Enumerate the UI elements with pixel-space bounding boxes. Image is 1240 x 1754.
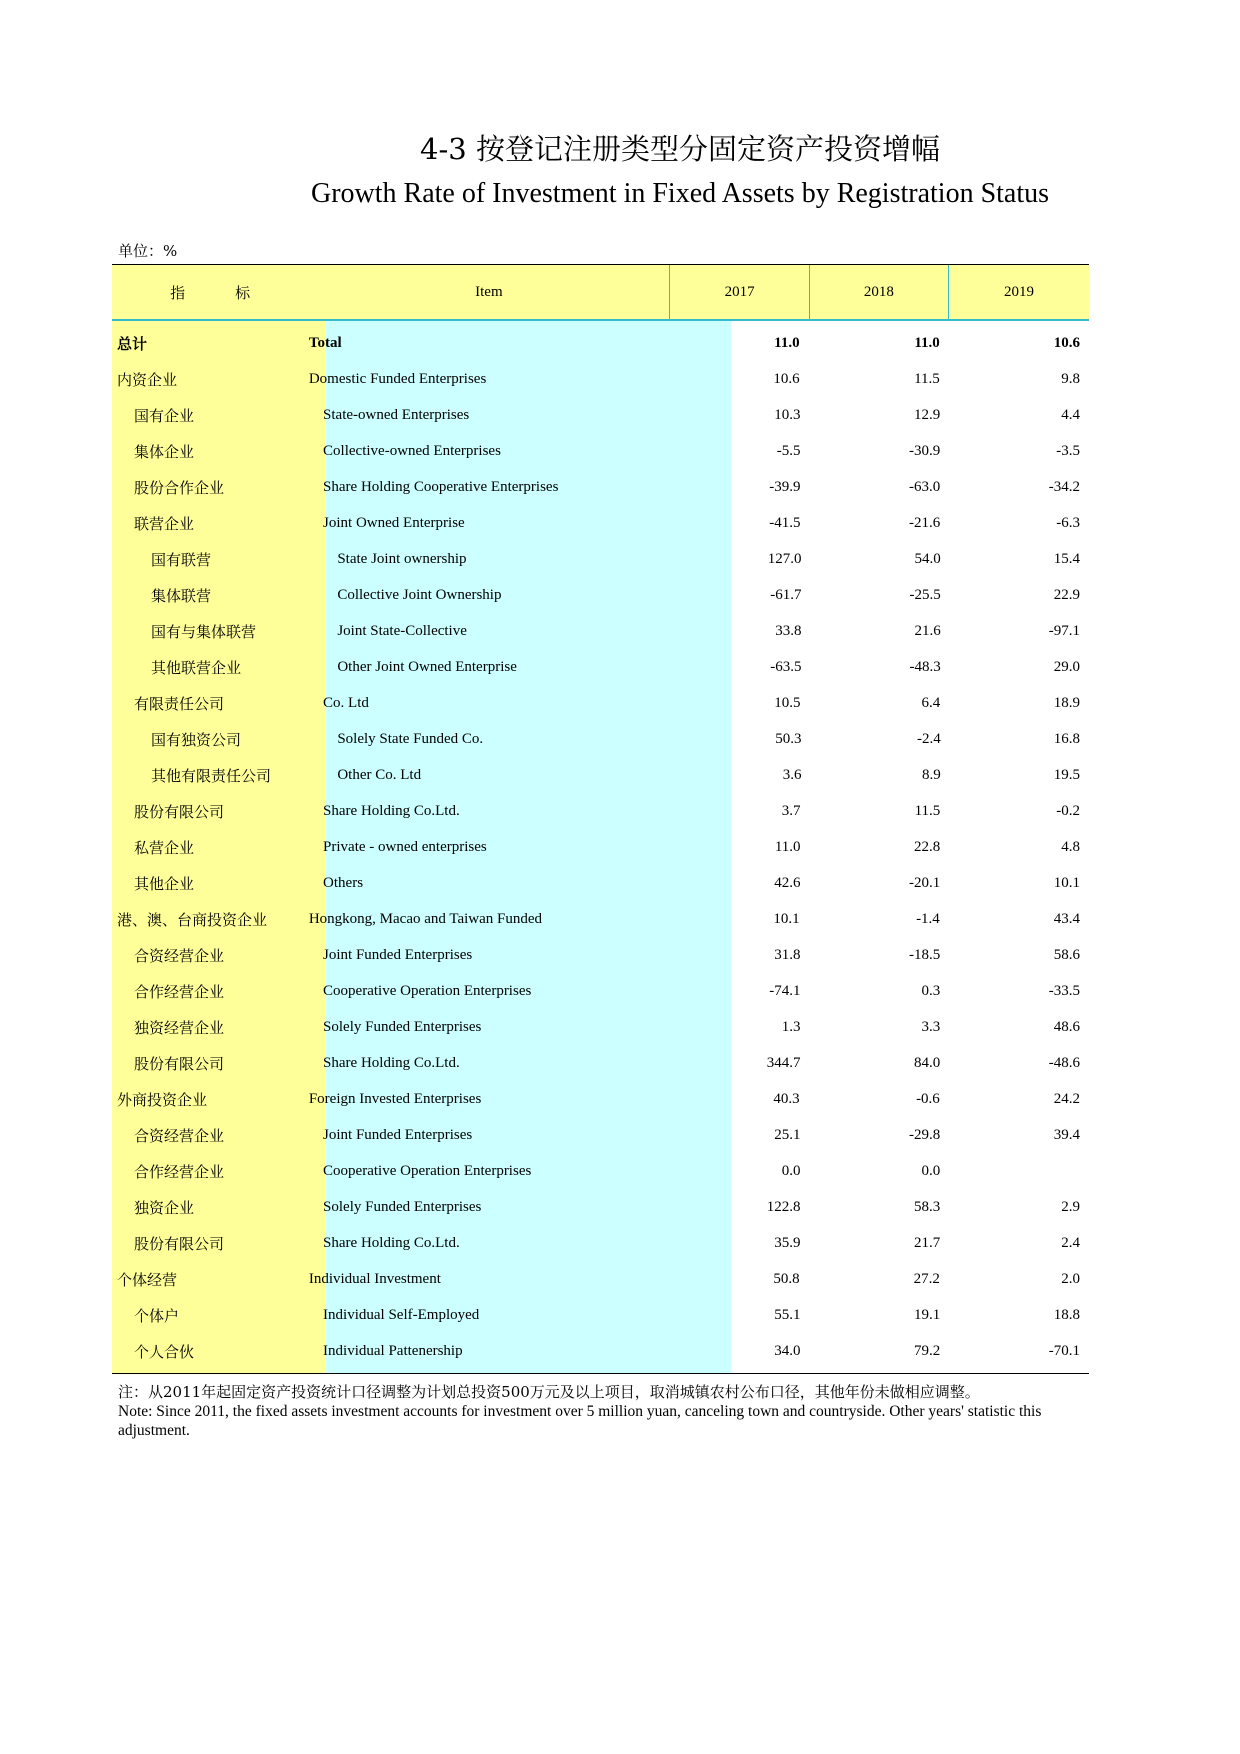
table-row	[112, 1117, 1089, 1153]
row-label-english: Joint Owned Enterprise	[323, 514, 465, 531]
table-header	[112, 264, 1089, 321]
table-row	[112, 1081, 1089, 1117]
row-label-english: Co. Ltd	[323, 694, 369, 711]
page-title-chinese: 4-3 按登记注册类型分固定资产投资增幅	[420, 132, 940, 166]
table-row	[112, 685, 1089, 721]
value-2019: 9.8	[1061, 370, 1081, 387]
row-label-chinese: 私营企业	[134, 838, 195, 857]
row-label-english: Other Joint Owned Enterprise	[337, 658, 517, 675]
value-2017: 40.3	[773, 1090, 800, 1107]
value-2019: 2.4	[1061, 1234, 1080, 1251]
value-2019: -0.2	[1056, 802, 1080, 819]
value-2017: -61.7	[770, 586, 802, 603]
value-2017: 50.8	[773, 1270, 800, 1287]
row-label-chinese: 有限责任公司	[134, 694, 225, 713]
header-year-2017: 2017	[669, 265, 808, 319]
value-2019: 18.9	[1053, 694, 1080, 711]
header-chinese-item: 指标	[170, 283, 301, 302]
table-row	[112, 1261, 1089, 1297]
row-label-english: Foreign Invested Enterprises	[308, 1090, 482, 1107]
value-2019: 18.8	[1053, 1306, 1080, 1323]
row-label-chinese: 内资企业	[117, 370, 178, 389]
value-2018: -48.3	[909, 658, 941, 675]
table-row	[112, 361, 1089, 397]
value-2018: 11.0	[914, 334, 940, 351]
table-row	[112, 721, 1089, 757]
table-rows	[112, 325, 1089, 1369]
page-title-english: Growth Rate of Investment in Fixed Assets by Registration Status	[310, 178, 1050, 209]
row-label-english: Individual Self-Employed	[323, 1306, 480, 1323]
row-label-chinese: 集体联营	[151, 586, 212, 605]
value-2017: 34.0	[774, 1342, 801, 1359]
value-2018: -21.6	[909, 514, 941, 531]
table-row	[112, 829, 1089, 865]
value-2018: 54.0	[914, 550, 941, 567]
table-body	[112, 321, 1089, 1374]
row-label-chinese: 外商投资企业	[117, 1090, 208, 1109]
row-label-chinese: 港、澳、台商投资企业	[117, 910, 268, 929]
value-2018: 19.1	[914, 1306, 941, 1323]
value-2018: 84.0	[914, 1054, 941, 1071]
row-label-chinese: 个体户	[134, 1306, 180, 1325]
value-2018: 11.5	[914, 370, 940, 387]
table-row	[112, 1189, 1089, 1225]
row-label-english: Solely State Funded Co.	[337, 730, 484, 747]
header-year-2019: 2019	[948, 265, 1089, 319]
value-2017: 1.3	[781, 1018, 801, 1035]
row-label-english: Joint State-Collective	[337, 622, 467, 639]
table-row	[112, 1297, 1089, 1333]
value-2019: -97.1	[1048, 622, 1081, 639]
table-row	[112, 541, 1089, 577]
row-label-english: Cooperative Operation Enterprises	[323, 1162, 532, 1179]
row-label-chinese: 其他企业	[134, 874, 195, 893]
value-2017: -41.5	[769, 514, 801, 531]
table-row	[112, 505, 1089, 541]
row-label-english: Private - owned enterprises	[323, 838, 487, 855]
value-2017: 50.3	[775, 730, 802, 747]
row-label-chinese: 股份合作企业	[134, 478, 225, 497]
value-2017: 10.5	[774, 694, 801, 711]
value-2017: 11.0	[774, 838, 801, 855]
value-2018: 21.6	[914, 622, 941, 639]
value-2017: 10.3	[774, 406, 801, 423]
value-2017: 122.8	[766, 1198, 801, 1215]
value-2019: 16.8	[1053, 730, 1081, 747]
row-label-chinese: 联营企业	[134, 514, 195, 533]
row-label-chinese: 国有联营	[151, 550, 212, 569]
row-label-english: Share Holding Co.Ltd.	[323, 1054, 460, 1071]
table-row	[112, 937, 1089, 973]
row-label-english: State-owned Enterprises	[323, 406, 470, 423]
row-label-english: Solely Funded Enterprises	[323, 1018, 482, 1035]
value-2019: 39.4	[1053, 1126, 1080, 1143]
row-label-english: Individual Pattenership	[323, 1342, 463, 1359]
value-2017: -39.9	[769, 478, 801, 495]
value-2018: 3.3	[921, 1018, 941, 1035]
table-row	[112, 865, 1089, 901]
value-2019: 10.6	[1053, 334, 1081, 351]
row-label-chinese: 股份有限公司	[134, 1054, 225, 1073]
value-2018: -18.5	[909, 946, 941, 963]
value-2018: -1.4	[916, 910, 940, 927]
row-label-english: State Joint ownership	[337, 550, 467, 567]
data-table	[112, 264, 1089, 1374]
value-2017: 127.0	[767, 550, 802, 567]
row-label-chinese: 国有企业	[134, 406, 195, 425]
value-2017: -63.5	[770, 658, 802, 675]
value-2018: 6.4	[921, 694, 941, 711]
value-2019: 15.4	[1053, 550, 1081, 567]
value-2019: 58.6	[1053, 946, 1080, 963]
value-2018: 22.8	[914, 838, 941, 855]
value-2018: 79.2	[914, 1342, 941, 1359]
value-2018: -2.4	[917, 730, 941, 747]
table-row	[112, 469, 1089, 505]
value-2019: 4.4	[1061, 406, 1080, 423]
value-2019: 43.4	[1053, 910, 1081, 927]
value-2018: 8.9	[922, 766, 941, 783]
row-label-chinese: 合资经营企业	[134, 946, 225, 965]
value-2019: 10.1	[1053, 874, 1080, 891]
value-2018: -30.9	[909, 442, 941, 459]
value-2018: 0.3	[921, 982, 941, 999]
table-row	[112, 577, 1089, 613]
value-2018: -20.1	[909, 874, 941, 891]
row-label-chinese: 集体企业	[134, 442, 195, 461]
row-label-english: Joint Funded Enterprises	[323, 946, 473, 963]
value-2018: 21.7	[914, 1234, 941, 1251]
value-2019: 4.8	[1061, 838, 1080, 855]
table-row	[112, 1225, 1089, 1261]
row-label-english: Others	[323, 874, 364, 891]
row-label-chinese: 独资经营企业	[134, 1018, 225, 1037]
row-label-chinese: 合作经营企业	[134, 1162, 225, 1181]
table-row	[112, 1333, 1089, 1369]
row-label-english: Share Holding Cooperative Enterprises	[323, 478, 559, 495]
row-label-chinese: 合作经营企业	[134, 982, 225, 1001]
row-label-chinese: 股份有限公司	[134, 802, 225, 821]
value-2017: -5.5	[776, 442, 801, 459]
row-label-english: Share Holding Co.Ltd.	[323, 802, 460, 819]
row-label-chinese: 其他有限责任公司	[151, 766, 272, 785]
table-row	[112, 1009, 1089, 1045]
row-label-english: Domestic Funded Enterprises	[308, 370, 487, 387]
table-row	[112, 973, 1089, 1009]
value-2018: -29.8	[909, 1126, 941, 1143]
value-2017: 35.9	[774, 1234, 801, 1251]
value-2019: 24.2	[1053, 1090, 1081, 1107]
table-row	[112, 1153, 1089, 1189]
table-row	[112, 325, 1089, 361]
value-2019: 2.0	[1061, 1270, 1081, 1287]
value-2017: 10.1	[773, 910, 800, 927]
value-2017: 55.1	[774, 1306, 801, 1323]
value-2017: 25.1	[774, 1126, 801, 1143]
row-label-english: Collective Joint Ownership	[337, 586, 502, 603]
row-label-chinese: 总计	[117, 334, 148, 353]
row-label-chinese: 股份有限公司	[134, 1234, 225, 1253]
value-2017: 11.0	[774, 334, 800, 351]
value-2017: 3.6	[782, 766, 802, 783]
row-label-english: Collective-owned Enterprises	[323, 442, 501, 459]
row-label-chinese: 国有与集体联营	[151, 622, 257, 641]
value-2018: -0.6	[916, 1090, 940, 1107]
value-2019: -70.1	[1048, 1342, 1080, 1359]
value-2017: 10.6	[773, 370, 800, 387]
note-english: Note: Since 2011, the fixed assets investment accounts for investment over 5 million yuan, canceling town and countryside. Other years' statistic this adjustment.	[118, 1403, 1042, 1439]
row-label-english: Other Co. Ltd	[337, 766, 422, 783]
row-label-chinese: 个人合伙	[134, 1342, 195, 1361]
value-2019: 48.6	[1053, 1018, 1080, 1035]
value-2017: 344.7	[766, 1054, 801, 1071]
value-2018: 58.3	[914, 1198, 941, 1215]
row-label-english: Share Holding Co.Ltd.	[323, 1234, 460, 1251]
table-row	[112, 397, 1089, 433]
value-2017: 33.8	[775, 622, 802, 639]
row-label-english: Individual Investment	[308, 1270, 441, 1287]
table-row	[112, 793, 1089, 829]
value-2017: 31.8	[774, 946, 801, 963]
value-2018: -63.0	[909, 478, 941, 495]
table-row	[112, 757, 1089, 793]
value-2018: 12.9	[914, 406, 941, 423]
value-2017: 0.0	[781, 1162, 801, 1179]
row-label-chinese: 其他联营企业	[151, 658, 242, 677]
row-label-english: Total	[308, 334, 342, 351]
table-row	[112, 433, 1089, 469]
value-2017: 42.6	[774, 874, 801, 891]
value-2018: 0.0	[921, 1162, 941, 1179]
value-2017: -74.1	[769, 982, 801, 999]
value-2019: 2.9	[1061, 1198, 1080, 1215]
row-label-chinese: 独资企业	[134, 1198, 195, 1217]
value-2019: 22.9	[1053, 586, 1081, 603]
row-label-english: Joint Funded Enterprises	[323, 1126, 473, 1143]
value-2019: -3.5	[1056, 442, 1080, 459]
table-row	[112, 613, 1089, 649]
header-year-2018: 2018	[809, 265, 948, 319]
row-label-chinese: 合资经营企业	[134, 1126, 225, 1145]
table-row	[112, 1045, 1089, 1081]
row-label-chinese: 个体经营	[117, 1270, 178, 1289]
value-2019: -6.3	[1056, 514, 1080, 531]
row-label-english: Cooperative Operation Enterprises	[323, 982, 532, 999]
note-chinese: 注：从2011年起固定资产投资统计口径调整为计划总投资500万元及以上项目，取消城镇农村公布口径，其他年份未做相应调整。	[118, 1383, 980, 1401]
value-2019: -48.6	[1048, 1054, 1080, 1071]
row-label-english: Hongkong, Macao and Taiwan Funded	[308, 910, 543, 927]
table-row	[112, 649, 1089, 685]
row-label-english: Solely Funded Enterprises	[323, 1198, 482, 1215]
value-2019: -33.5	[1048, 982, 1080, 999]
value-2017: 3.7	[781, 802, 801, 819]
row-label-chinese: 国有独资公司	[151, 730, 242, 749]
table-row	[112, 901, 1089, 937]
value-2018: 27.2	[913, 1270, 940, 1287]
value-2019: -34.2	[1048, 478, 1080, 495]
value-2018: -25.5	[909, 586, 941, 603]
value-2019: 19.5	[1053, 766, 1081, 783]
unit-label: 单位：%	[118, 242, 178, 260]
value-2019: 29.0	[1053, 658, 1081, 675]
header-english-item: Item	[475, 283, 503, 300]
value-2018: 11.5	[914, 802, 941, 819]
